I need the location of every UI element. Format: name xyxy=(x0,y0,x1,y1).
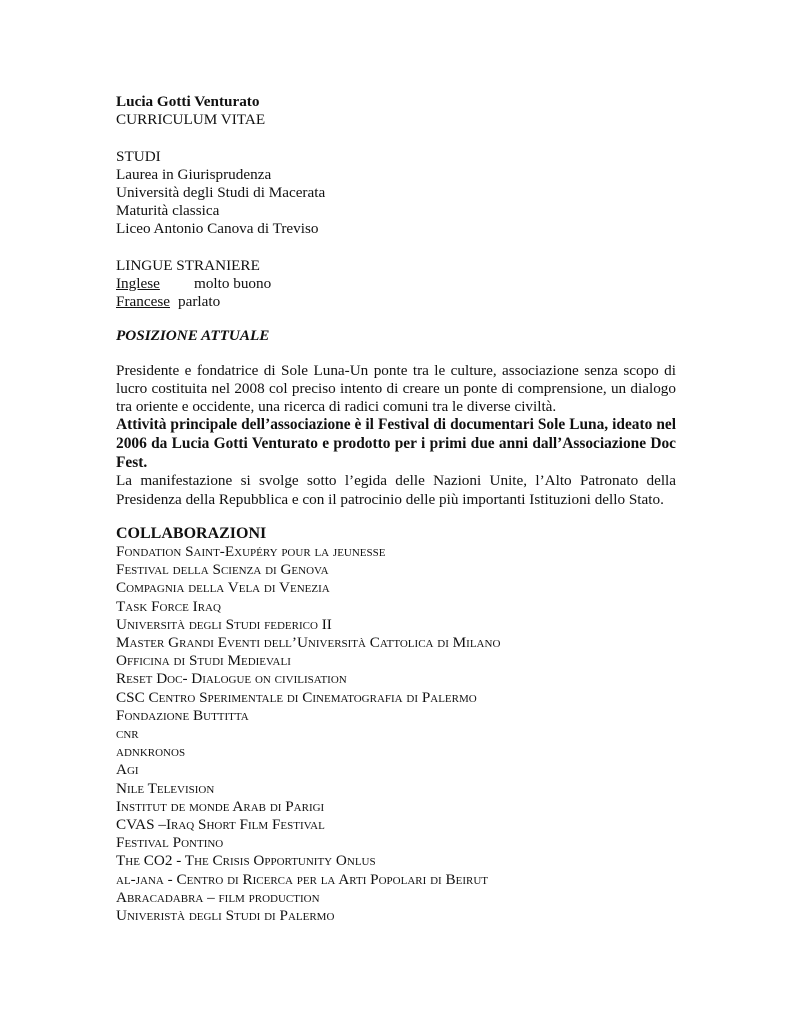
studi-item: Maturità classica xyxy=(116,202,220,220)
document-title: CURRICULUM VITAE xyxy=(116,111,266,129)
collaboration-item: al-jana - Centro di Ricerca per la Arti Popolari di Beirut xyxy=(116,870,488,888)
studi-item: Università degli Studi di Macerata xyxy=(116,184,326,201)
collaboration-item: Officina di Studi Medievali xyxy=(116,652,291,670)
collaboration-item: Task Force Iraq xyxy=(116,597,221,615)
collaboration-item: Institut de monde Arab di Parigi xyxy=(116,797,325,815)
language-level: molto buono xyxy=(194,275,272,292)
collaborazioni-list xyxy=(116,543,676,925)
language-level: parlato xyxy=(178,293,221,311)
spacer xyxy=(116,311,676,327)
collaboration-item: Abracadabra – film production xyxy=(116,888,320,906)
collaboration-item: Master Grandi Eventi dell’Università Cattolica di Milano xyxy=(116,633,501,651)
author-name: Lucia Gotti Venturato xyxy=(116,93,260,110)
cv-document xyxy=(116,93,676,925)
collaboration-item: CVAS –Iraq Short Film Festival xyxy=(116,815,325,833)
collaboration-item: Compagnia della Vela di Venezia xyxy=(116,579,330,597)
language-name: Inglese xyxy=(116,275,160,292)
collaboration-item: adnkronos xyxy=(116,743,186,761)
collaboration-item: Festival Pontino xyxy=(116,834,224,852)
spacer xyxy=(116,239,676,257)
position-paragraph: Presidente e fondatrice di Sole Luna-Un ponte tra le culture, associazione senza scopo di lucro costituita nel 2008 col preciso intento di creare un ponte di comprensione, un dialogo tra oriente e occidente, una ricerca di radici comuni tra le diverse civiltà. xyxy=(116,361,676,416)
collaboration-item: Fondazione Buttitta xyxy=(116,706,249,724)
collaboration-item: CSC Centro Sperimentale di Cinematografia di Palermo xyxy=(116,688,477,706)
collaboration-item: Univeristà degli Studi di Palermo xyxy=(116,907,335,924)
collaboration-item: Università degli Studi federico II xyxy=(116,615,332,633)
spacer xyxy=(116,509,676,525)
collaboration-item: Reset Doc- Dialogue on civilisation xyxy=(116,670,347,688)
collaboration-item: Agi xyxy=(116,761,139,779)
spacer xyxy=(116,129,676,147)
spacer xyxy=(116,346,676,362)
language-name: Francese xyxy=(116,293,170,311)
studi-item: Liceo Antonio Canova di Treviso xyxy=(116,220,319,238)
collaboration-item: Fondation Saint-Exupéry pour la jeunesse xyxy=(116,542,386,560)
posizione-heading: POSIZIONE ATTUALE xyxy=(116,327,270,345)
language-row xyxy=(116,293,676,311)
studi-heading: STUDI xyxy=(116,147,161,165)
studi-item: Laurea in Giurisprudenza xyxy=(116,165,272,183)
collaboration-item: Festival della Scienza di Genova xyxy=(116,561,329,579)
collaboration-item: The CO2 - The Crisis Opportunity Onlus xyxy=(116,852,376,870)
position-bold-paragraph: Attività principale dell’associazione è il Festival di documentari Sole Luna, ideato nel 2006 da Lucia Gotti Venturato e prodotto per i primi due anni dall’Associazione Doc Fest. xyxy=(116,416,676,471)
language-row xyxy=(116,275,676,293)
position-paragraph-2: La manifestazione si svolge sotto l’egida delle Nazioni Unite, l’Alto Patronato della Presidenza della Repubblica e con il patrocinio delle più importanti Istituzioni dello Stato. xyxy=(116,472,676,508)
lingue-heading: LINGUE STRANIERE xyxy=(116,256,260,274)
collaboration-item: cnr xyxy=(116,724,139,742)
collaborazioni-heading: COLLABORAZIONI xyxy=(116,524,267,542)
collaboration-item: Nile Television xyxy=(116,779,215,797)
